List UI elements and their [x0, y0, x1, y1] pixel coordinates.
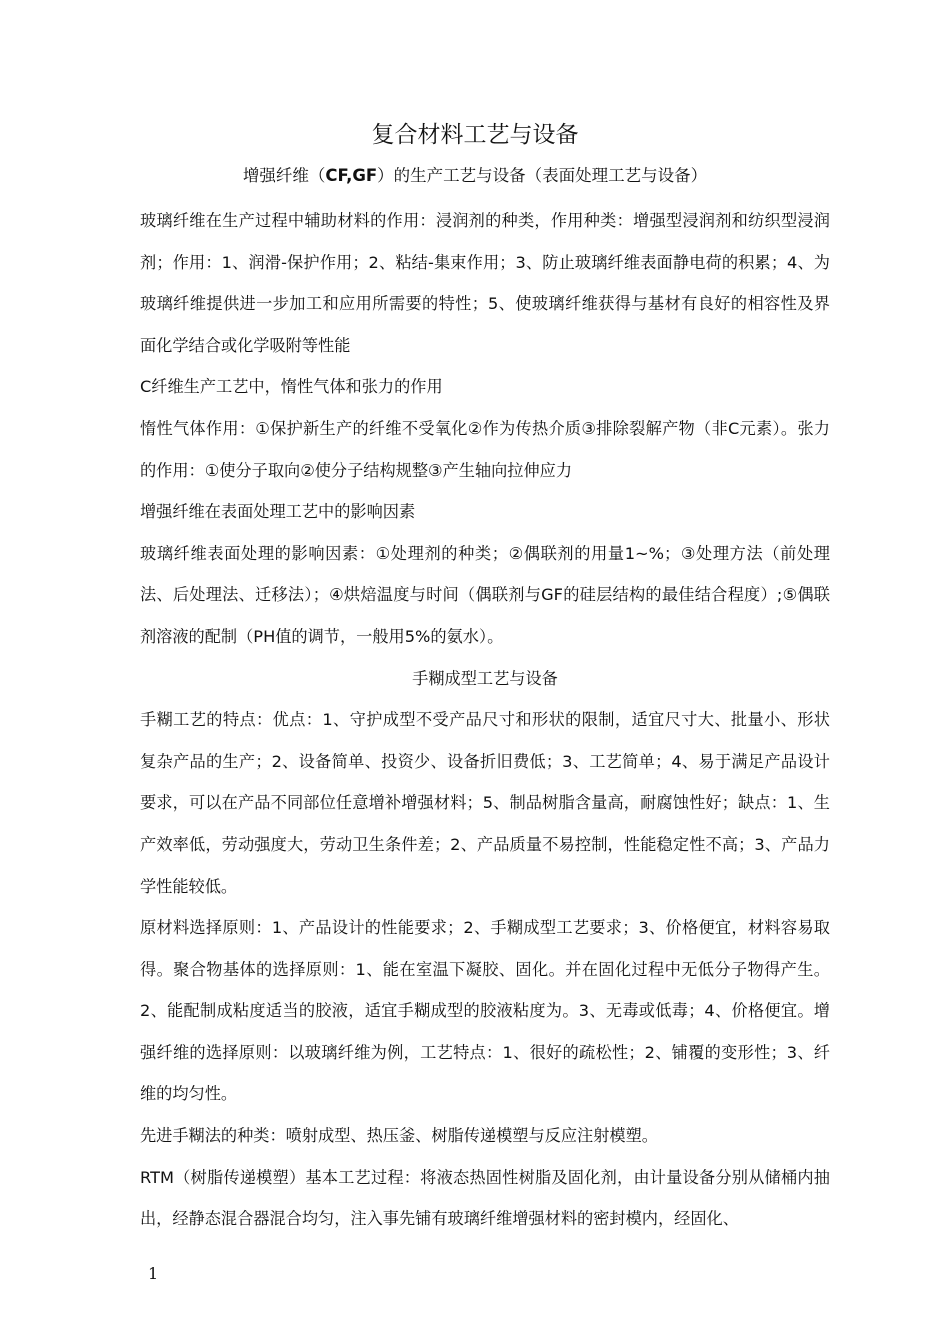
subtitle-suffix: ）的生产工艺与设备（表面处理工艺与设备）: [377, 166, 708, 185]
subtitle-bold: CF,GF: [325, 166, 378, 185]
paragraph-hand-layup-features: 手糊工艺的特点：优点：1、守护成型不受产品尺寸和形状的限制，适宜尺寸大、批量小、形状复杂产品的生产；2、设备简单、投资少、设备折旧费低；3、工艺简单；4、易于满足产品设计要求，可以在产品不同部位任意增补增强材料；5、制品树脂含量高，耐腐蚀性好；缺点：1、生产效率低，劳动强度大，劳动卫生条件差；2、产品质量不易控制，性能稳定性不高；3、产品力学性能较低。: [140, 710, 830, 896]
paragraph-surface-treatment-factors: 玻璃纤维表面处理的影响因素：①处理剂的种类；②偶联剂的用量1~%；③处理方法（前处理法、后处理法、迁移法）；④烘焙温度与时间（偶联剂与GF的硅层结构的最佳结合程度）;⑤偶联剂溶液的配制（PH值的调节，一般用5%的氨水）。: [140, 543, 830, 646]
section-heading-hand-layup: 手糊成型工艺与设备: [412, 668, 558, 688]
page-number: 1: [148, 1264, 159, 1283]
subtitle-prefix: 增强纤维（: [242, 166, 326, 185]
paragraph-carbon-fiber-question: C纤维生产工艺中，惰性气体和张力的作用: [140, 377, 443, 397]
paragraph-material-selection: 原材料选择原则：1、产品设计的性能要求；2、手糊成型工艺要求；3、价格便宜，材料容易取得。聚合物基体的选择原则：1、能在室温下凝胶、固化。并在固化过程中无低分子物得产生。2、能配制成粘度适当的胶液，适宜手糊成型的胶液粘度为。3、无毒或低毒；4、价格便宜。增强纤维的选择原则：以玻璃纤维为例，工艺特点：1、很好的疏松性；2、铺覆的变形性；3、纤维的均匀性。: [140, 918, 830, 1104]
paragraph-surface-treatment-question: 增强纤维在表面处理工艺中的影响因素: [140, 502, 416, 522]
paragraph-rtm-process: RTM（树脂传递模塑）基本工艺过程：将液态热固性树脂及固化剂，由计量设备分别从储桶内抽出，经静态混合器混合均匀，注入事先铺有玻璃纤维增强材料的密封模内，经固化、: [140, 1167, 830, 1229]
document-title: 复合材料工艺与设备: [371, 122, 579, 148]
paragraph-inert-gas-tension: 惰性气体作用：①保护新生产的纤维不受氧化②作为传热介质③排除裂解产物（非C元素）。张力的作用：①使分子取向②使分子结构规整③产生轴向拉伸应力: [140, 418, 830, 480]
document-body: [140, 200, 830, 1240]
paragraph-advanced-methods: 先进手糊法的种类：喷射成型、热压釜、树脂传递模塑与反应注射模塑。: [140, 1126, 658, 1146]
paragraph-glass-fiber-sizing: 玻璃纤维在生产过程中辅助材料的作用：浸润剂的种类，作用种类：增强型浸润剂和纺织型浸润剂；作用：1、润滑-保护作用；2、粘结-集束作用；3、防止玻璃纤维表面静电荷的积累；4、为玻璃纤维提供进一步加工和应用所需要的特性；5、使玻璃纤维获得与基材有良好的相容性及界面化学结合或化学吸附等性能: [140, 211, 830, 355]
document-subtitle: [0, 163, 950, 189]
